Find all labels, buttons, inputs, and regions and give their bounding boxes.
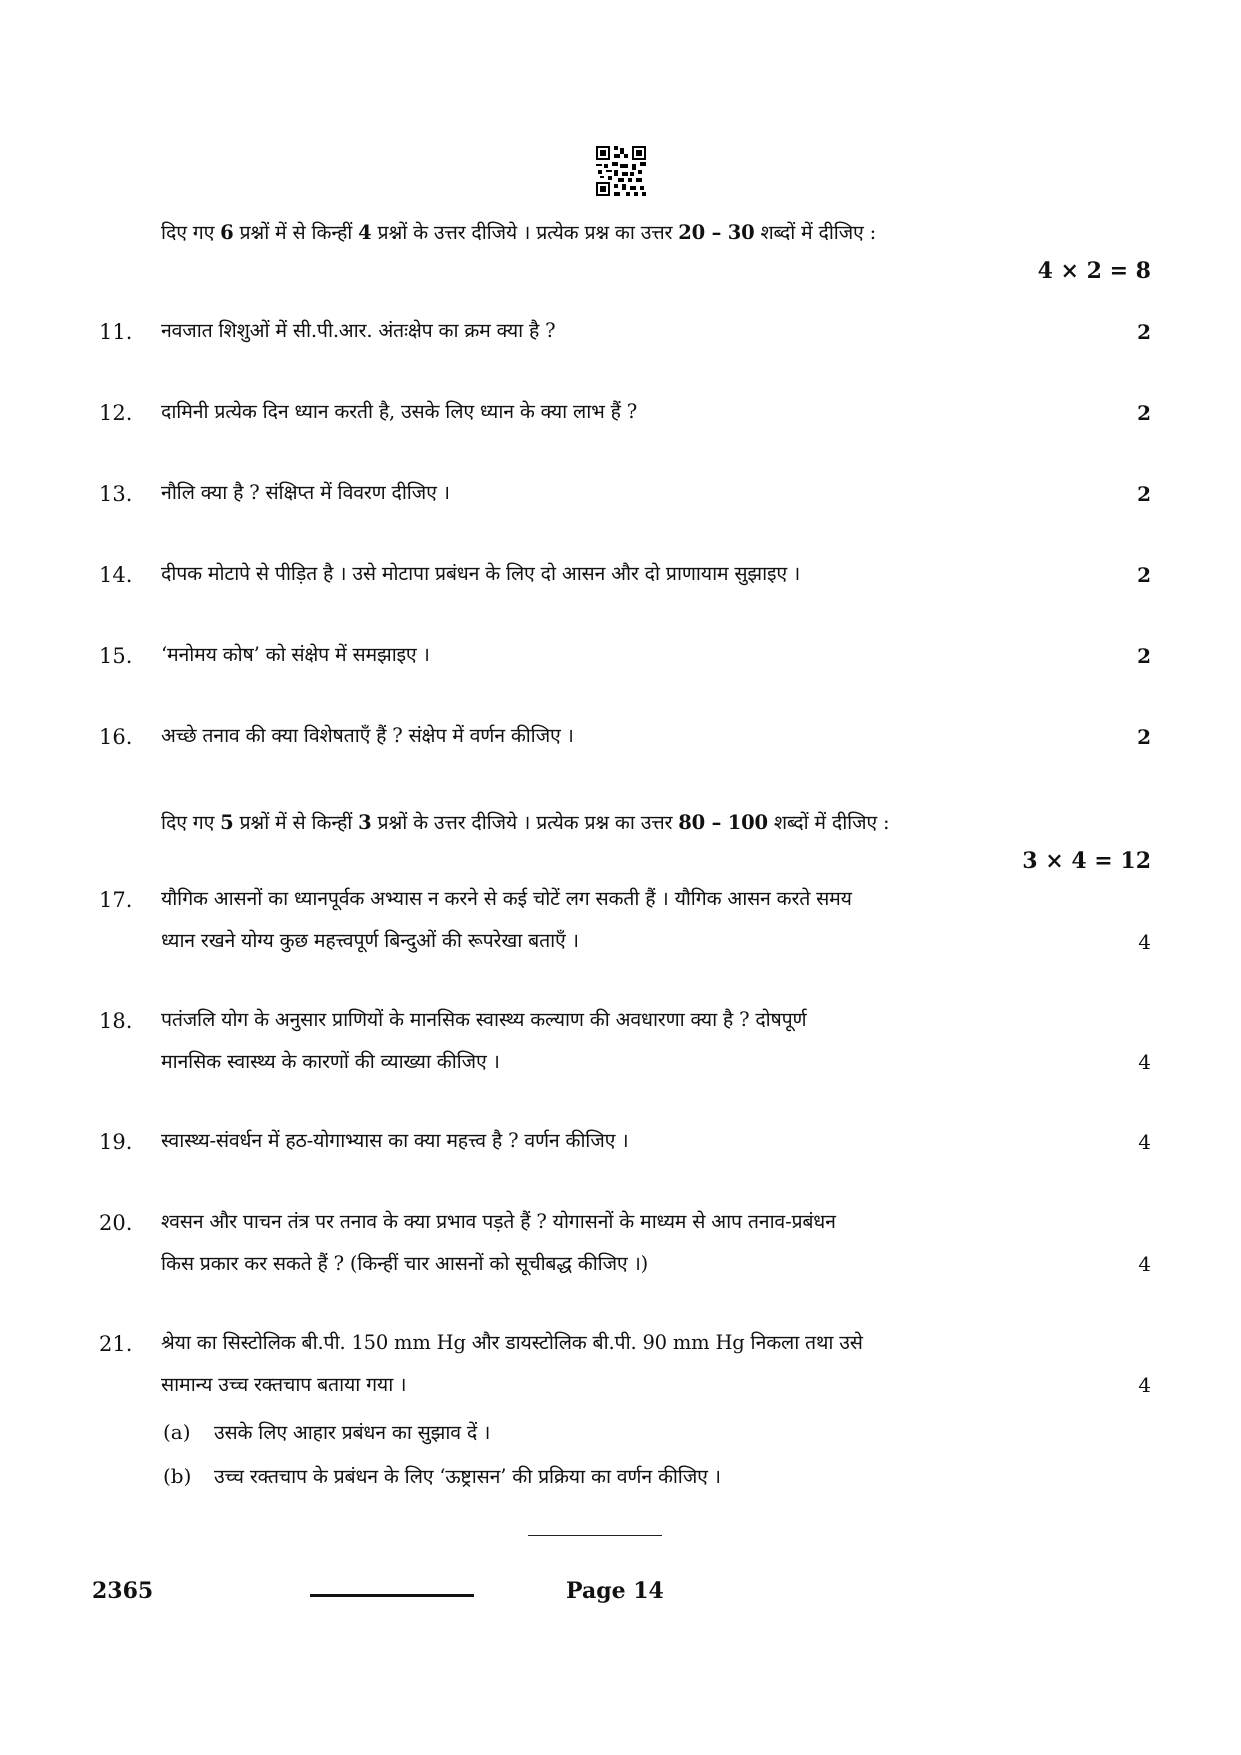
question-marks: 4 <box>1138 1252 1151 1276</box>
question-text <box>161 878 1101 962</box>
page-number: Page 14 <box>566 1578 664 1604</box>
question-number: 15. <box>99 644 133 668</box>
question-line: किस प्रकार कर सकते हैं ? (किन्हीं चार आसनों को सूचीबद्ध कीजिए ।) <box>161 1252 649 1275</box>
question-number: 20. <box>99 1211 133 1235</box>
question-line: मानसिक स्वास्थ्य के कारणों की व्याख्या कीजिए । <box>161 1050 500 1073</box>
question-text: ‘मनोमय कोष’ को संक्षेप में समझाइए । <box>161 643 430 666</box>
question-number: 11. <box>99 320 133 344</box>
subpart-text: उसके लिए आहार प्रबंधन का सुझाव दें । <box>214 1421 491 1444</box>
footer-divider <box>310 1594 474 1597</box>
qr-code-icon <box>596 146 646 196</box>
section-a-instruction <box>161 218 876 245</box>
instruction-text: शब्दों में दीजिए : <box>754 221 876 244</box>
question-number: 13. <box>99 482 133 506</box>
section-a-marks-formula: 4 × 2 = 8 <box>1037 258 1151 284</box>
question-number: 16. <box>99 725 133 749</box>
question-text <box>161 1322 1101 1406</box>
instruction-text: दिए गए <box>161 811 221 834</box>
question-marks: 4 <box>1138 1050 1151 1074</box>
question-text <box>161 999 1101 1083</box>
section-b-instruction <box>161 808 889 835</box>
instruction-text: प्रश्नों के उत्तर दीजिये । प्रत्येक प्रश्न का उत्तर <box>371 221 679 244</box>
question-number: 18. <box>99 1009 133 1033</box>
answer-count: 3 <box>358 811 372 834</box>
word-limit: 20 – 30 <box>678 221 755 244</box>
question-number: 19. <box>99 1130 133 1154</box>
question-marks: 2 <box>1137 320 1151 344</box>
question-count: 6 <box>220 221 234 244</box>
question-marks: 4 <box>1138 930 1151 954</box>
question-text: दीपक मोटापे से पीड़ित है । उसे मोटापा प्रबंधन के लिए दो आसन और दो प्राणायाम सुझाइए । <box>161 562 801 585</box>
question-marks: 2 <box>1137 725 1151 749</box>
word-limit: 80 – 100 <box>678 811 768 834</box>
question-marks: 4 <box>1138 1130 1151 1154</box>
question-line: ध्यान रखने योग्य कुछ महत्त्वपूर्ण बिन्दुओं की रूपरेखा बताएँ । <box>161 929 579 952</box>
instruction-text: शब्दों में दीजिए : <box>767 811 890 834</box>
question-line: श्वसन और पाचन तंत्र पर तनाव के क्या प्रभाव पड़ते हैं ? योगासनों के माध्यम से आप तनाव-प्रबंधन <box>161 1210 836 1233</box>
answer-count: 4 <box>358 221 372 244</box>
instruction-text: प्रश्नों में से किन्हीं <box>233 221 359 244</box>
question-line: पतंजलि योग के अनुसार प्राणियों के मानसिक स्वास्थ्य कल्याण की अवधारणा क्या है ? दोषपूर्ण <box>161 1008 807 1031</box>
question-text: नौलि क्या है ? संक्षिप्त में विवरण दीजिए । <box>161 481 450 504</box>
question-line: सामान्य उच्च रक्तचाप बताया गया । <box>161 1373 407 1396</box>
question-number: 17. <box>99 888 133 912</box>
instruction-text: प्रश्नों के उत्तर दीजिये । प्रत्येक प्रश्न का उत्तर <box>371 811 679 834</box>
question-text <box>161 1201 1101 1285</box>
question-text: नवजात शिशुओं में सी.पी.आर. अंतःक्षेप का क्रम क्या है ? <box>161 319 556 342</box>
question-text: दामिनी प्रत्येक दिन ध्यान करती है, उसके लिए ध्यान के क्या लाभ हैं ? <box>161 400 637 423</box>
question-count: 5 <box>220 811 234 834</box>
subpart-text: उच्च रक्तचाप के प्रबंधन के लिए ‘ऊष्ट्रासन’ की प्रक्रिया का वर्णन कीजिए । <box>214 1465 721 1488</box>
section-b-marks-formula: 3 × 4 = 12 <box>1022 848 1151 874</box>
end-divider <box>528 1535 662 1536</box>
question-number: 21. <box>99 1332 133 1356</box>
question-number: 12. <box>99 401 133 425</box>
question-marks: 2 <box>1137 644 1151 668</box>
question-text <box>161 1120 1101 1162</box>
question-text: अच्छे तनाव की क्या विशेषताएँ हैं ? संक्षेप में वर्णन कीजिए । <box>161 724 574 747</box>
paper-code: 2365 <box>92 1578 154 1604</box>
question-line: यौगिक आसनों का ध्यानपूर्वक अभ्यास न करने से कई चोटें लग सकती हैं । यौगिक आसन करते समय <box>161 887 852 910</box>
subpart-label: (a) <box>163 1420 191 1444</box>
instruction-text: प्रश्नों में से किन्हीं <box>233 811 359 834</box>
question-marks: 2 <box>1137 401 1151 425</box>
question-number: 14. <box>99 563 133 587</box>
subpart-label: (b) <box>163 1464 192 1488</box>
question-line: स्वास्थ्य-संवर्धन में हठ-योगाभ्यास का क्या महत्त्व है ? वर्णन कीजिए । <box>161 1129 629 1152</box>
question-line: श्रेया का सिस्टोलिक बी.पी. 150 mm Hg और डायस्टोलिक बी.पी. 90 mm Hg निकला तथा उसे <box>161 1331 863 1354</box>
instruction-text: दिए गए <box>161 221 221 244</box>
question-marks: 2 <box>1137 563 1151 587</box>
question-marks: 4 <box>1138 1373 1151 1397</box>
question-marks: 2 <box>1137 482 1151 506</box>
